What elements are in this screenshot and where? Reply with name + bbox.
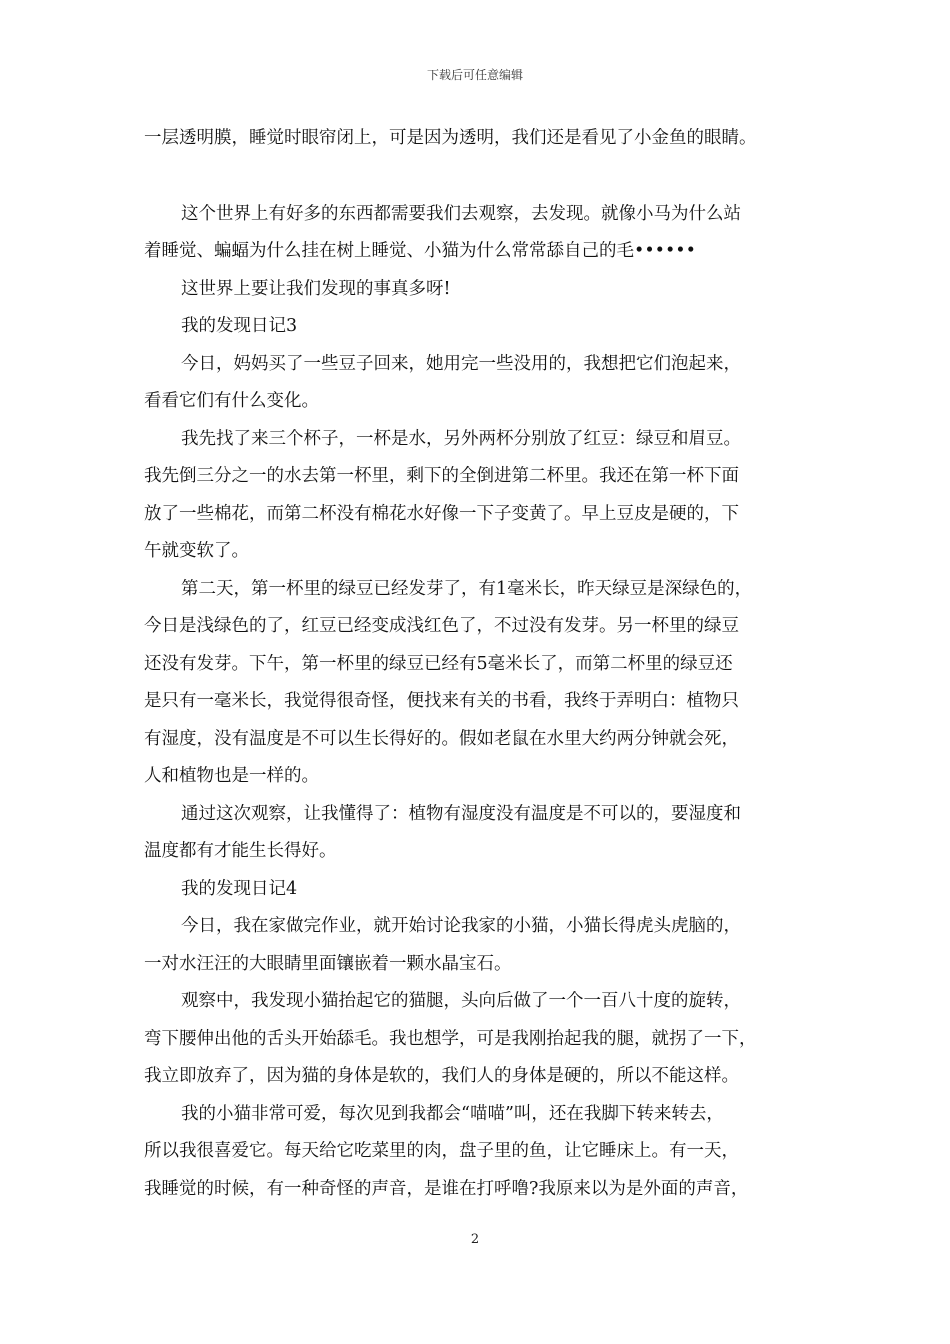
section-heading: 我的发现日记3 xyxy=(181,316,298,336)
text-line: 我的小猫非常可爱，每次见到我都会“喵喵”叫，还在我脚下转来转去， xyxy=(181,1103,724,1124)
text-line: 我睡觉的时候，有一种奇怪的声音，是谁在打呼噜?我原来以为是外面的声音， xyxy=(144,1178,749,1199)
text-line: 这世界上要让我们发现的事真多呀! xyxy=(181,278,451,299)
page-header: 下载后可任意编辑 xyxy=(426,68,523,82)
text-line: 放了一些棉花，而第二杯没有棉花水好像一下子变黄了。早上豆皮是硬的，下 xyxy=(144,503,739,524)
text-line: 今日，妈妈买了一些豆子回来，她用完一些没用的，我想把它们泡起来， xyxy=(181,353,741,374)
section-heading: 我的发现日记4 xyxy=(181,878,298,899)
text-line: 看看它们有什么变化。 xyxy=(144,391,319,411)
document-body xyxy=(144,120,820,1208)
text-line: 着睡觉、蝙蝠为什么挂在树上睡觉、小猫为什么常常舔自己的毛•••••• xyxy=(144,241,696,261)
text-line: 一对水汪汪的大眼睛里面镶嵌着一颗水晶宝石。 xyxy=(144,953,512,974)
text-line: 我先倒三分之一的水去第一杯里，剩下的全倒进第二杯里。我还在第一杯下面 xyxy=(144,466,739,486)
text-line: 通过这次观察，让我懂得了：植物有湿度没有温度是不可以的，要湿度和 xyxy=(181,803,741,824)
text-line: 观察中，我发现小猫抬起它的猫腿，头向后做了一个一百八十度的旋转， xyxy=(181,991,741,1011)
text-line: 弯下腰伸出他的舌头开始舔毛。我也想学，可是我刚抬起我的腿，就拐了一下， xyxy=(144,1028,757,1049)
text-line: 今日是浅绿色的了，红豆已经变成浅红色了，不过没有发芽。另一杯里的绿豆 xyxy=(144,616,739,636)
text-line: 第二天，第一杯里的绿豆已经发芽了，有1毫米长，昨天绿豆是深绿色的， xyxy=(181,578,753,599)
text-line: 所以我很喜爱它。每天给它吃菜里的肉，盘子里的鱼，让它睡床上。有一天， xyxy=(144,1141,739,1161)
page-number: 2 xyxy=(470,1232,480,1247)
text-line: 还没有发芽。下午，第一杯里的绿豆已经有5毫米长了，而第二杯里的绿豆还 xyxy=(144,653,733,674)
text-line: 我先找了来三个杯子，一杯是水，另外两杯分别放了红豆：绿豆和眉豆。 xyxy=(181,428,741,449)
text-line: 有湿度，没有温度是不可以生长得好的。假如老鼠在水里大约两分钟就会死， xyxy=(144,728,739,749)
text-line: 午就变软了。 xyxy=(144,541,249,561)
text-line: 今日，我在家做完作业，就开始讨论我家的小猫，小猫长得虎头虎脑的， xyxy=(181,916,741,936)
text-line: 我立即放弃了，因为猫的身体是软的，我们人的身体是硬的，所以不能这样。 xyxy=(144,1066,739,1086)
paragraph-gap xyxy=(144,158,820,196)
text-line: 这个世界上有好多的东西都需要我们去观察，去发现。就像小马为什么站 xyxy=(181,203,741,224)
text-line: 一层透明膜，睡觉时眼帘闭上，可是因为透明，我们还是看见了小金鱼的眼睛。 xyxy=(144,128,757,148)
text-line: 温度都有才能生长得好。 xyxy=(144,841,337,861)
text-line: 人和植物也是一样的。 xyxy=(144,766,319,786)
text-line: 是只有一毫米长，我觉得很奇怪，便找来有关的书看，我终于弄明白：植物只 xyxy=(144,691,739,711)
